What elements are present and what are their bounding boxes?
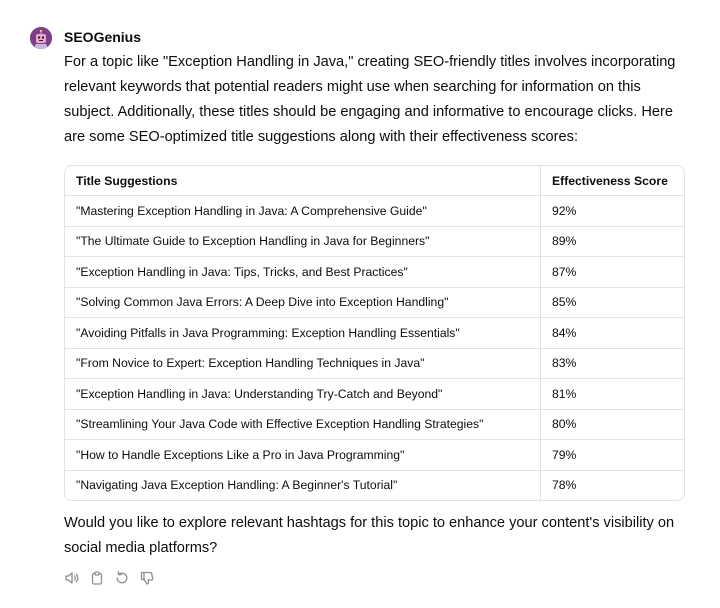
table-row [65,348,684,379]
score-cell: 78% [552,478,577,493]
title-cell: "Exception Handling in Java: Understanding Try-Catch and Beyond" [65,379,541,410]
table-row [65,409,684,440]
score-cell: 92% [541,196,685,227]
table-row [65,226,684,257]
title-cell: "The Ultimate Guide to Exception Handling in Java for Beginners" [65,226,541,257]
table-row [65,257,684,288]
title-cell: "How to Handle Exceptions Like a Pro in Java Programming" [65,440,541,471]
message-actions [63,569,155,586]
speaker-icon [64,570,80,586]
table-row [65,440,684,471]
score-cell: 87% [541,257,685,288]
thumbs-down-icon [139,570,155,586]
table-row [65,196,684,227]
regenerate-button[interactable] [113,569,130,586]
copy-button[interactable] [88,569,105,586]
table-row [65,470,684,500]
outro-paragraph: Would you like to explore relevant hashtags for this topic to enhance your content's visibility on social media platforms? [64,515,675,556]
intro-paragraph: For a topic like "Exception Handling in Java," creating SEO-friendly titles involves incorporating relevant keywords that potential readers might use when searching for information on this subject. Additionally, these titles should be engaging and informative to encourage clicks. Here are some SEO-optimized title suggestions along with their effectiveness scores: [64,54,676,145]
score-cell: 79% [541,440,685,471]
sender-name: SEOGenius [64,29,142,45]
score-cell: 84% [541,318,685,349]
score-cell: 89% [541,226,685,257]
robot-avatar-icon [30,27,52,49]
read-aloud-button[interactable] [63,569,80,586]
title-suggestions-table [64,165,685,501]
title-cell: "Avoiding Pitfalls in Java Programming: Exception Handling Essentials" [65,318,541,349]
column-header-title: Title Suggestions [65,166,541,196]
title-cell: "Navigating Java Exception Handling: A Beginner's Tutorial" [65,470,541,500]
assistant-avatar [30,27,52,49]
table-row [65,287,684,318]
score-cell: 85% [541,287,685,318]
title-cell: "From Novice to Expert: Exception Handling Techniques in Java" [65,348,541,379]
regenerate-icon [114,570,130,586]
table-row [65,379,684,410]
bad-response-button[interactable] [138,569,155,586]
title-cell: "Exception Handling in Java: Tips, Tricks, and Best Practices" [65,257,541,288]
title-cell: "Streamlining Your Java Code with Effective Exception Handling Strategies" [65,409,541,440]
score-cell: 80% [541,409,685,440]
score-cell: 83% [541,348,685,379]
table-header-row [65,166,684,196]
score-cell: 81% [541,379,685,410]
title-cell: "Mastering Exception Handling in Java: A Comprehensive Guide" [65,196,541,227]
copy-icon [89,570,105,586]
table-row [65,318,684,349]
title-cell: "Solving Common Java Errors: A Deep Dive into Exception Handling" [65,287,541,318]
column-header-score: Effectiveness Score [541,166,685,196]
